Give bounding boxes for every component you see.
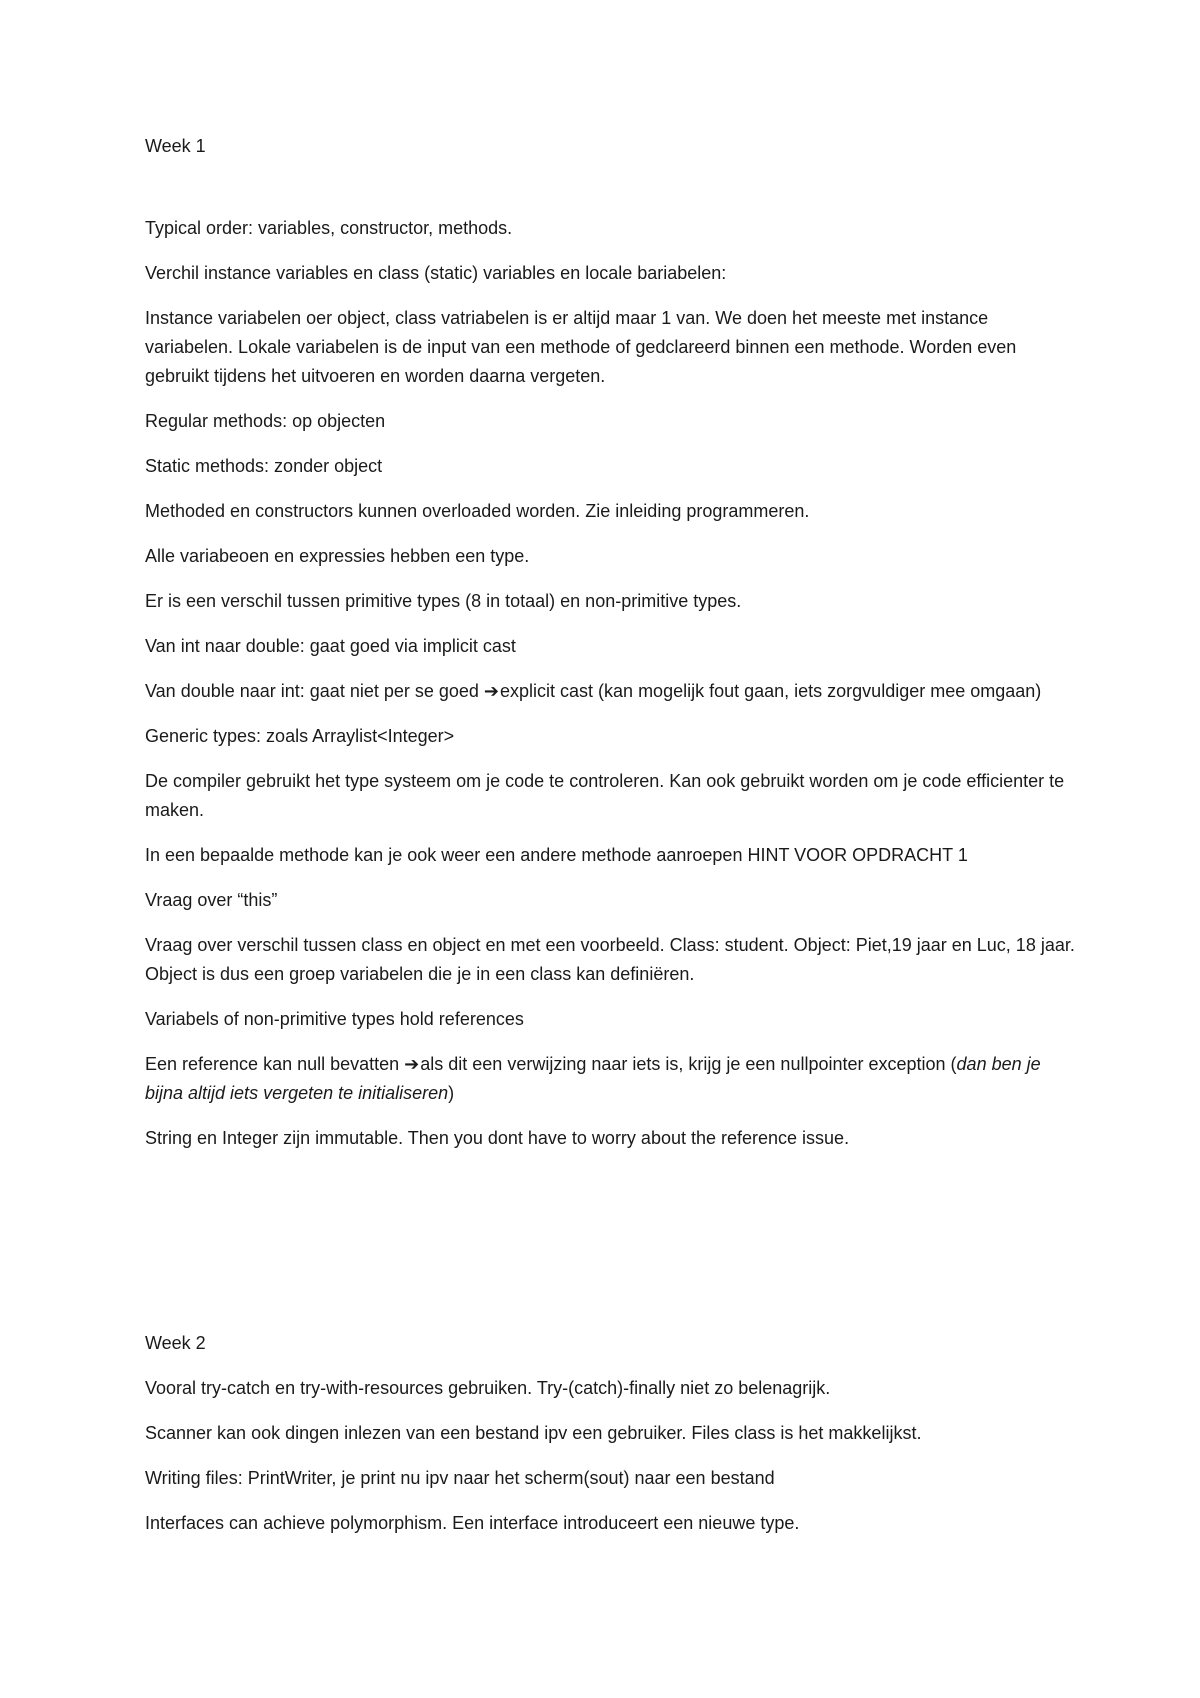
note-null-reference-italic: dan ben je bijna altijd iets vergeten te initialiseren <box>145 1054 1041 1103</box>
week1-notes <box>145 214 1075 1169</box>
note-writing-files: Writing files: PrintWriter, je print nu ipv naar het scherm(sout) naar een bestand <box>145 1468 775 1488</box>
note-this-question: Vraag over “this” <box>145 890 278 910</box>
note-typical-order: Typical order: variables, constructor, methods. <box>145 218 513 238</box>
note-null-reference-close: ) <box>448 1083 455 1103</box>
note-interfaces: Interfaces can achieve polymorphism. Een interface introduceert een nieuwe type. <box>145 1513 800 1533</box>
note-references: Variabels of non-primitive types hold references <box>145 1009 524 1029</box>
note-compiler: De compiler gebruikt het type systeem om je code te controleren. Kan ook gebruikt worden om je code efficienter te maken. <box>145 771 1065 820</box>
note-regular-methods: Regular methods: op objecten <box>145 411 386 431</box>
arrow-right-icon: ➔ <box>483 681 500 701</box>
note-null-reference-text: Een reference kan null bevatten <box>145 1054 405 1074</box>
note-overloading: Methoded en constructors kunnen overloaded worden. Zie inleiding programmeren. <box>145 501 810 521</box>
document-page <box>145 0 1075 1698</box>
note-explicit-cast-text: Van double naar int: gaat niet per se goed <box>145 681 484 701</box>
week2-notes <box>145 1374 1075 1554</box>
note-static-methods: Static methods: zonder object <box>145 456 383 476</box>
note-instance-variables: Instance variabelen oer object, class vatriabelen is er altijd maar 1 van. We doen het meeste met instance variabelen. Lokale variabelen is de input van een methode of gedclareerd binnen een methode. Worden even gebruikt tijdens het uitvoeren en worden daarna vergeten. <box>145 308 1017 386</box>
note-scanner: Scanner kan ook dingen inlezen van een bestand ipv een gebruiker. Files class is het makkelijkst. <box>145 1423 922 1443</box>
note-explicit-cast-result: explicit cast (kan mogelijk fout gaan, iets zorgvuldiger mee omgaan) <box>500 681 1042 701</box>
note-generic-types: Generic types: zoals Arraylist<Integer> <box>145 726 455 746</box>
note-class-vs-object: Vraag over verschil tussen class en object en met een voorbeeld. Class: student. Object: Piet,19 jaar en Luc, 18 jaar. Object is dus een groep variabelen die je in een class kan definiëren. <box>145 935 1075 984</box>
note-primitive-types: Er is een verschil tussen primitive types (8 in totaal) en non-primitive types. <box>145 591 742 611</box>
note-immutable: String en Integer zijn immutable. Then you dont have to worry about the reference issue. <box>145 1128 850 1148</box>
week1-heading: Week 1 <box>145 136 206 156</box>
note-null-reference-result: als dit een verwijzing naar iets is, krijg je een nullpointer exception ( <box>420 1054 957 1074</box>
note-try-catch: Vooral try-catch en try-with-resources gebruiken. Try-(catch)-finally niet zo belenagrijk. <box>145 1378 831 1398</box>
note-types: Alle variabeoen en expressies hebben een type. <box>145 546 530 566</box>
note-method-call-hint: In een bepaalde methode kan je ook weer een andere methode aanroepen HINT VOOR OPDRACHT 1 <box>145 845 968 865</box>
note-implicit-cast: Van int naar double: gaat goed via implicit cast <box>145 636 516 656</box>
note-null-reference <box>145 1050 1075 1108</box>
note-variable-kinds: Verchil instance variables en class (static) variables en locale bariabelen: <box>145 263 727 283</box>
arrow-right-icon: ➔ <box>404 1054 420 1074</box>
week2-heading: Week 2 <box>145 1333 206 1353</box>
note-explicit-cast <box>145 677 1075 706</box>
